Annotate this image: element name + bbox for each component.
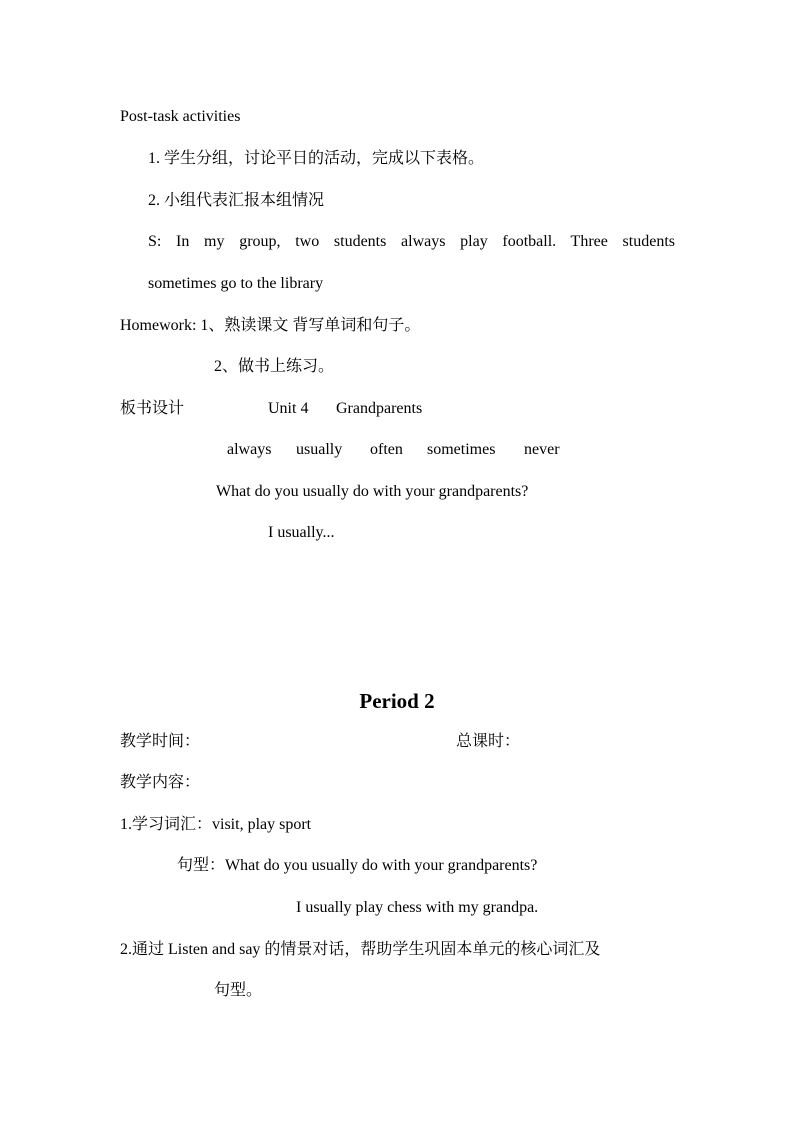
content-item-1-vocab: 1.学习词汇：visit, play sport	[120, 816, 312, 833]
homework-line-2: 2、做书上练习。	[214, 358, 335, 375]
homework-line-1: Homework: 1、熟读课文 背写单词和句子。	[120, 317, 421, 334]
post-task-heading: Post-task activities	[120, 108, 241, 125]
board-design-label: 板书设计	[120, 400, 185, 417]
content-item-1-pattern: 句型：What do you usually do with your grandparents?	[177, 857, 538, 874]
frequency-word: never	[524, 441, 560, 458]
frequency-word: often	[370, 441, 403, 458]
board-unit-title: Grandparents	[336, 400, 423, 417]
post-task-item-2: 2. 小组代表汇报本组情况	[148, 192, 325, 209]
frequency-word: always	[227, 441, 272, 458]
teaching-content-label: 教学内容：	[120, 774, 201, 791]
board-question: What do you usually do with your grandparents?	[216, 483, 529, 500]
content-item-2-line-1: 2.通过 Listen and say 的情景对话，帮助学生巩固本单元的核心词汇及	[120, 941, 601, 958]
frequency-word: usually	[296, 441, 343, 458]
content-item-2-line-2: 句型。	[214, 982, 263, 999]
period-title: Period 2	[359, 689, 435, 713]
frequency-word: sometimes	[427, 441, 496, 458]
board-answer: I usually...	[268, 524, 335, 541]
sample-speech-line-2: sometimes go to the library	[148, 275, 324, 292]
post-task-item-1: 1. 学生分组，讨论平日的活动，完成以下表格。	[148, 150, 485, 167]
content-item-1-answer: I usually play chess with my grandpa.	[296, 899, 539, 916]
sample-speech-line-1: S: In my group, two students always play football. Three students	[148, 233, 675, 250]
board-frequency-words	[227, 440, 560, 460]
board-unit: Unit 4	[268, 400, 309, 417]
total-lessons-label: 总课时：	[456, 733, 521, 750]
teaching-time-label: 教学时间：	[120, 733, 201, 750]
